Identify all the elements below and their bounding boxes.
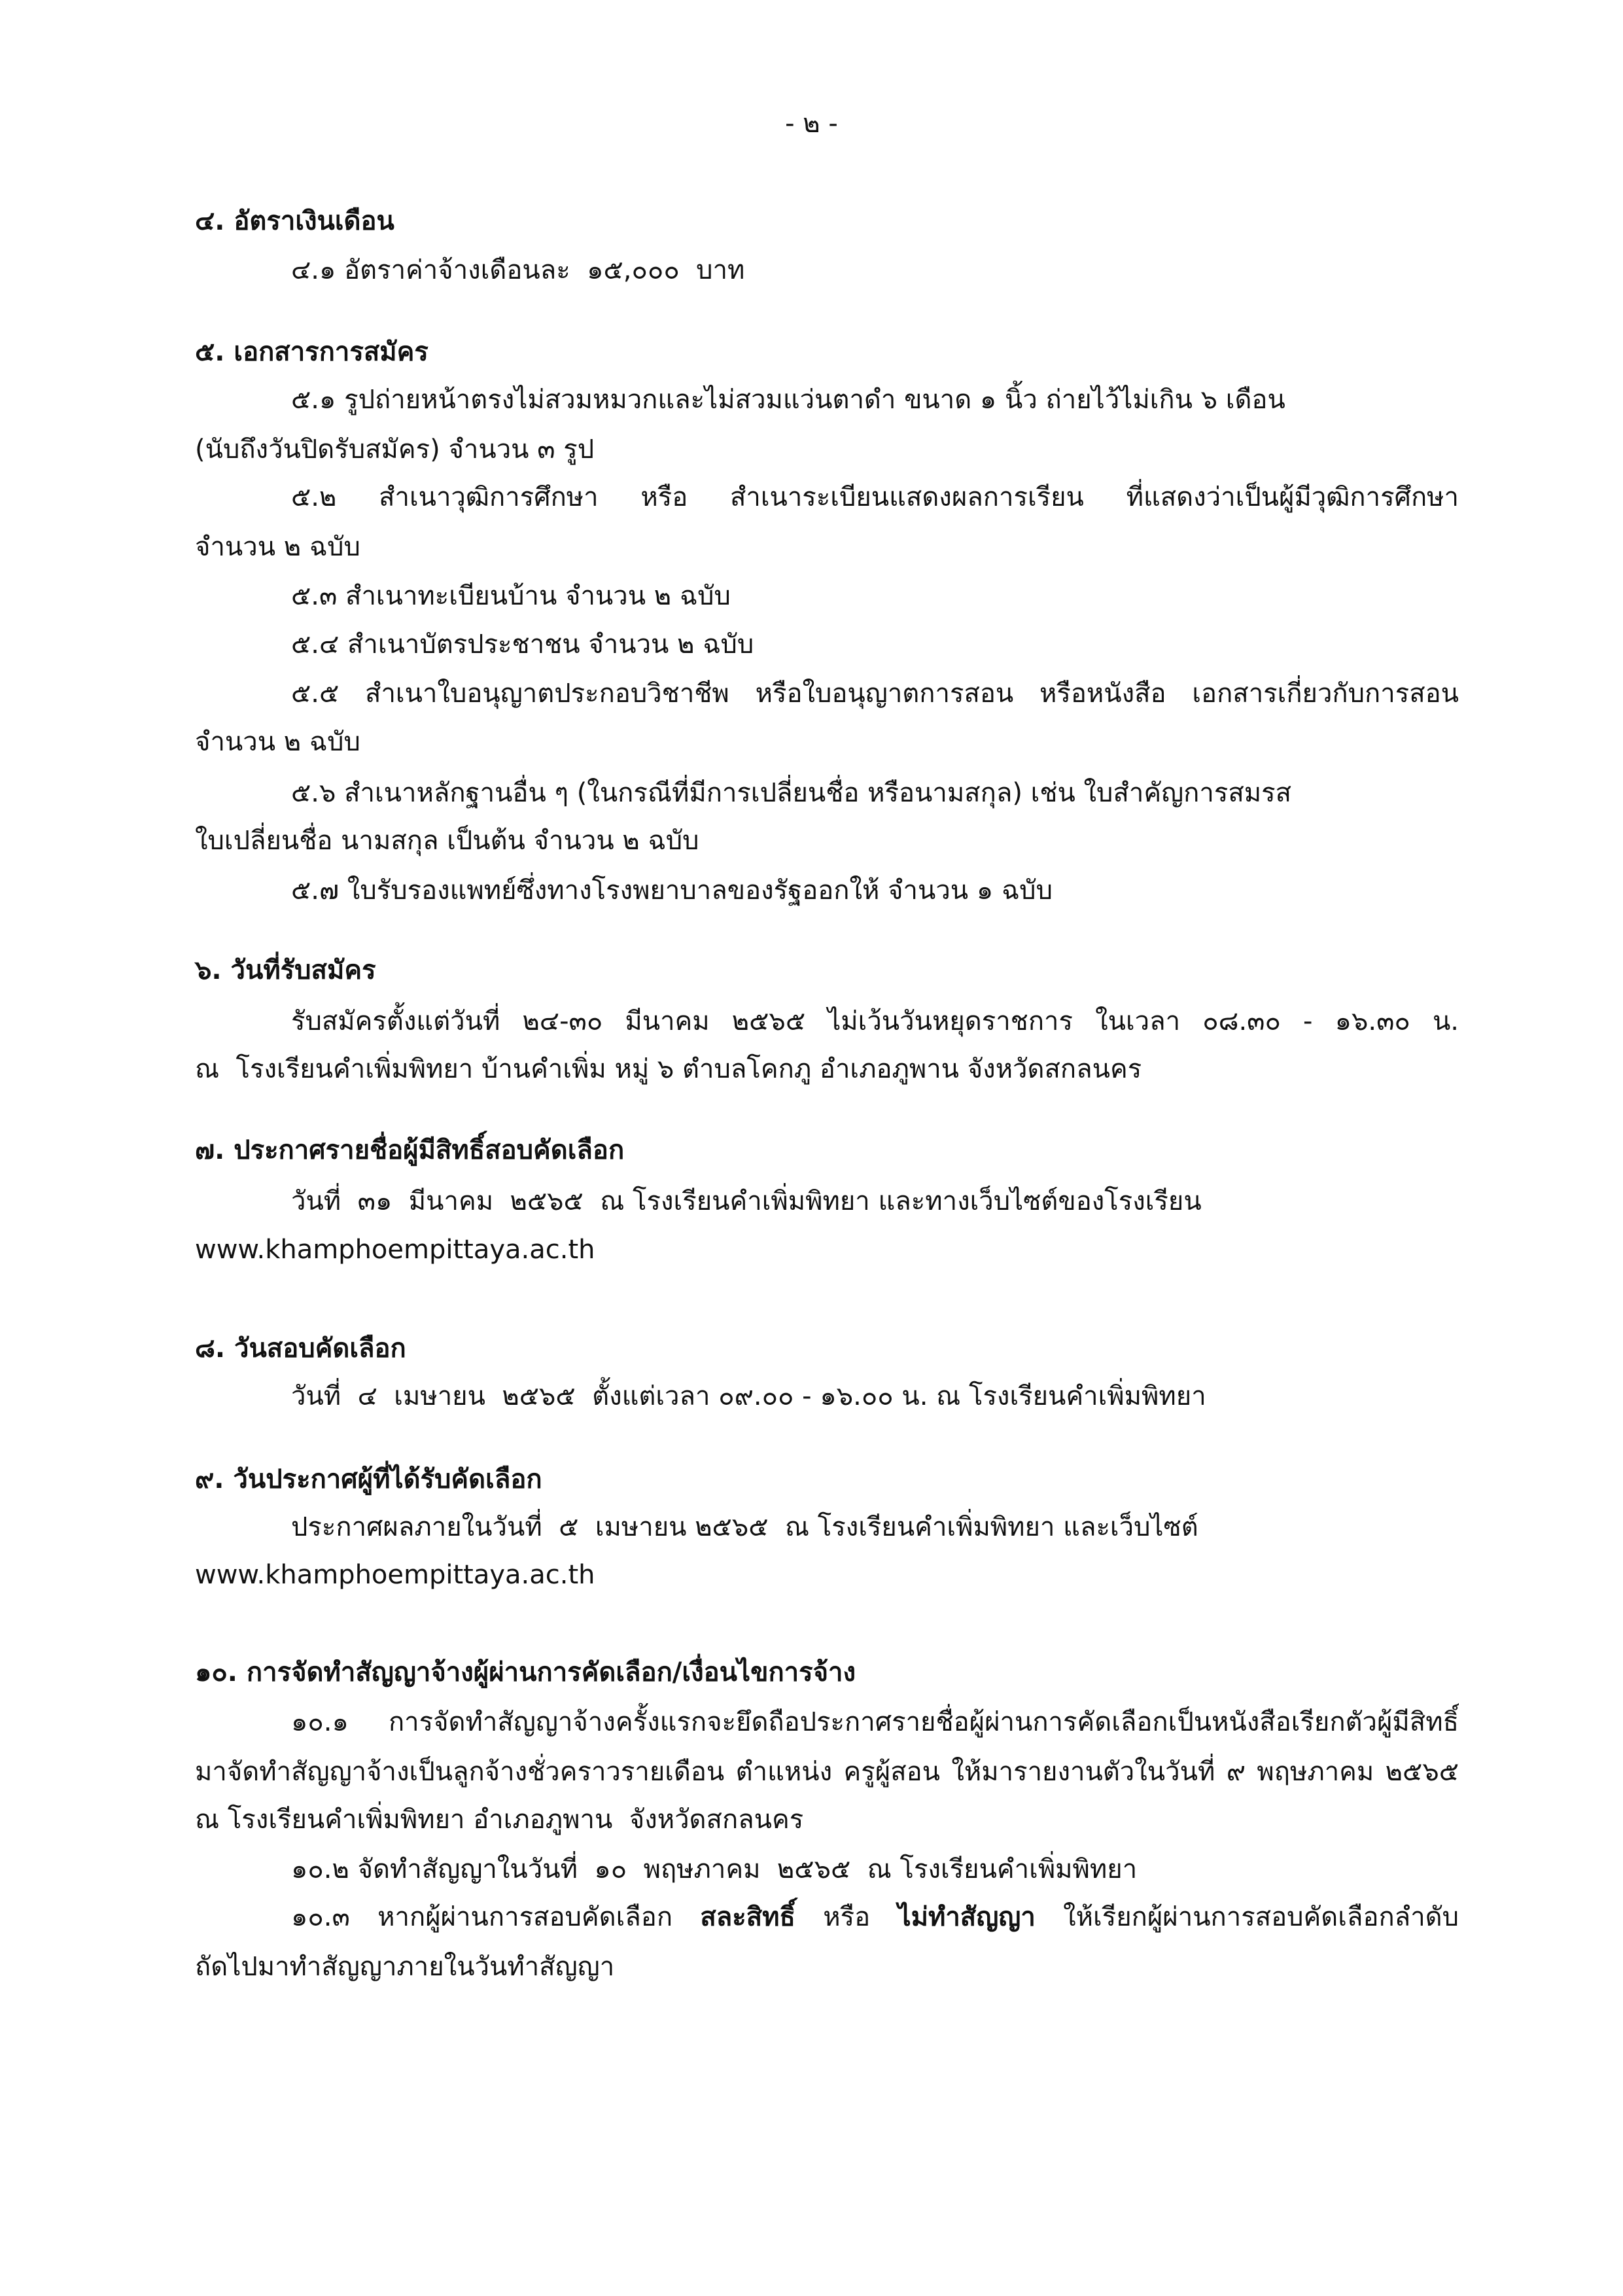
section-8-line: วันที่ ๔ เมษายน ๒๕๖๕ ตั้งแต่เวลา ๐๙.๐๐ - ๑๖.๐๐ น. ณ โรงเรียนคำเพิ่มพิทยา: [291, 1381, 1206, 1411]
section-10-line: ณ โรงเรียนคำเพิ่มพิทยา อำเภอภูพาน จังหวัดสกลนคร: [195, 1805, 804, 1835]
bold-text-forfeit: สละสิทธิ์: [700, 1902, 795, 1932]
section-10-line: มาจัดทำสัญญาจ้างเป็นลูกจ้างชั่วคราวรายเดือน ตำแหน่ง ครูผู้สอน ให้มารายงานตัวในวันที่ ๙ พฤษภาคม ๒๕๖๕: [195, 1757, 1459, 1787]
section-9-heading: ๙. วันประกาศผู้ที่ได้รับคัดเลือก: [195, 1464, 542, 1494]
section-5-line: จำนวน ๒ ฉบับ: [195, 727, 360, 757]
section-5-heading: ๕. เอกสารการสมัคร: [195, 337, 428, 367]
text-segment: หรือ: [823, 1902, 871, 1932]
section-5-line: ๕.๑ รูปถ่ายหน้าตรงไม่สวมหมวกและไม่สวมแว่นตาดำ ขนาด ๑ นิ้ว ถ่ายไว้ไม่เกิน ๖ เดือน: [291, 385, 1285, 415]
section-6-line: ณ โรงเรียนคำเพิ่มพิทยา บ้านคำเพิ่ม หมู่ ๖ ตำบลโคกภู อำเภอภูพาน จังหวัดสกลนคร: [195, 1054, 1142, 1084]
section-10-heading: ๑๐. การจัดทำสัญญาจ้างผู้ผ่านการคัดเลือก/เงื่อนไขการจ้าง: [195, 1657, 856, 1687]
section-5-line: ๕.๗ ใบรับรองแพทย์ซึ่งทางโรงพยาบาลของรัฐออกให้ จำนวน ๑ ฉบับ: [291, 875, 1053, 906]
website-url: www.khamphoempittaya.ac.th: [195, 1560, 595, 1590]
section-5-line: (นับถึงวันปิดรับสมัคร) จำนวน ๓ รูป: [195, 434, 595, 465]
section-6-line: รับสมัครตั้งแต่วันที่ ๒๔-๓๐ มีนาคม ๒๕๖๕ ไม่เว้นวันหยุดราชการ ในเวลา ๐๘.๓๐ - ๑๖.๓๐ น.: [291, 1006, 1459, 1036]
section-5-line: ใบเปลี่ยนชื่อ นามสกุล เป็นต้น จำนวน ๒ ฉบับ: [195, 826, 699, 856]
section-4-heading: ๔. อัตราเงินเดือน: [195, 206, 394, 236]
section-5-line: ๕.๔ สำเนาบัตรประชาชน จำนวน ๒ ฉบับ: [291, 629, 754, 660]
bold-text-no-contract: ไม่ทำสัญญา: [898, 1902, 1036, 1932]
section-8-heading: ๘. วันสอบคัดเลือก: [195, 1333, 406, 1364]
section-10-line: ๑๐.๒ จัดทำสัญญาในวันที่ ๑๐ พฤษภาคม ๒๕๖๕ ณ โรงเรียนคำเพิ่มพิทยา: [291, 1854, 1138, 1884]
section-5-line: ๕.๕ สำเนาใบอนุญาตประกอบวิชาชีพ หรือใบอนุญาตการสอน หรือหนังสือ เอกสารเกี่ยวกับการสอน: [291, 679, 1459, 709]
section-7-line: วันที่ ๓๑ มีนาคม ๒๕๖๕ ณ โรงเรียนคำเพิ่มพิทยา และทางเว็บไซต์ของโรงเรียน: [291, 1186, 1202, 1216]
section-5-line: จำนวน ๒ ฉบับ: [195, 532, 360, 562]
section-9-line: ประกาศผลภายในวันที่ ๕ เมษายน ๒๕๖๕ ณ โรงเรียนคำเพิ่มพิทยา และเว็บไซต์: [291, 1512, 1198, 1542]
section-10-line: ๑๐.๑ การจัดทำสัญญาจ้างครั้งแรกจะยึดถือประกาศรายชื่อผู้ผ่านการคัดเลือกเป็นหนังสือเรียกตัวผู้มีสิทธิ์: [291, 1707, 1459, 1737]
section-10-line: ถัดไปมาทำสัญญาภายในวันทำสัญญา: [195, 1952, 615, 1982]
text-segment: ให้เรียกผู้ผ่านการสอบคัดเลือกลำดับ: [1063, 1902, 1459, 1932]
section-7-heading: ๗. ประกาศรายชื่อผู้มีสิทธิ์สอบคัดเลือก: [195, 1135, 625, 1165]
website-url: www.khamphoempittaya.ac.th: [195, 1235, 595, 1265]
text-segment: ๑๐.๓ หากผู้ผ่านการสอบคัดเลือก: [291, 1902, 673, 1932]
section-6-heading: ๖. วันที่รับสมัคร: [195, 955, 376, 985]
section-5-line: ๕.๖ สำเนาหลักฐานอื่น ๆ (ในกรณีที่มีการเปลี่ยนชื่อ หรือนามสกุล) เช่น ใบสำคัญการสมรส: [291, 778, 1292, 808]
section-5-line: ๕.๓ สำเนาทะเบียนบ้าน จำนวน ๒ ฉบับ: [291, 581, 731, 611]
section-4-line: ๔.๑ อัตราค่าจ้างเดือนละ ๑๕,๐๐๐ บาท: [291, 255, 745, 285]
section-5-line: ๕.๒ สำเนาวุฒิการศึกษา หรือ สำเนาระเบียนแสดงผลการเรียน ที่แสดงว่าเป็นผู้มีวุฒิการศึกษา: [291, 482, 1459, 512]
page-number: - ๒ -: [785, 109, 838, 139]
section-10-line-mixed: [291, 1893, 1459, 1941]
